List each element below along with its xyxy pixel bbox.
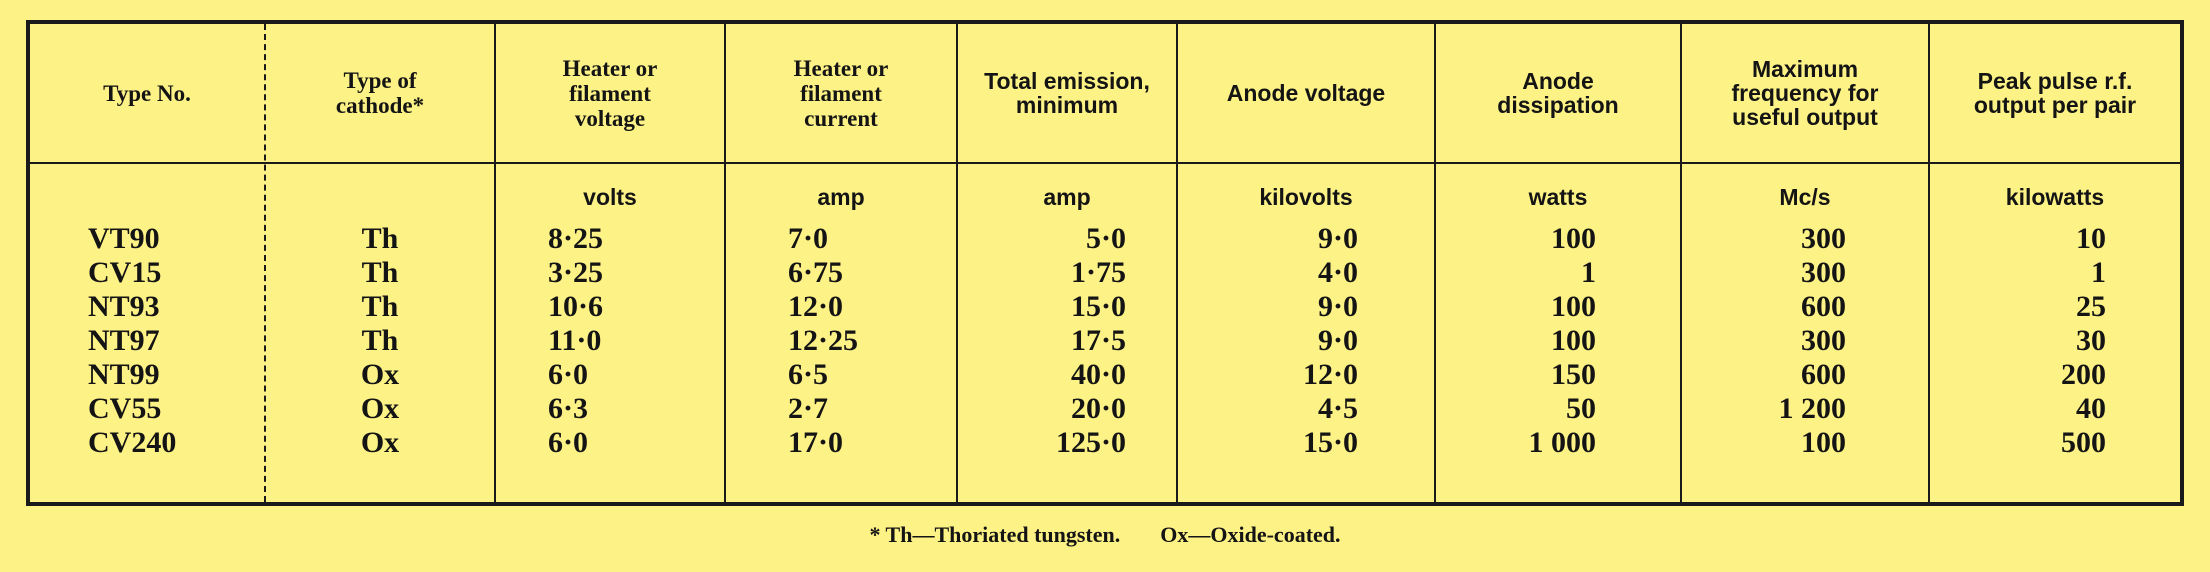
column-cells xyxy=(1779,222,1847,460)
column-peak-pulse-output xyxy=(1930,24,2180,502)
table-cell: 100 xyxy=(1551,290,1596,323)
table-cell: 125·0 xyxy=(1055,426,1126,459)
table-cell: 1 000 xyxy=(1528,426,1596,459)
table-cell: 17·5 xyxy=(1070,324,1126,357)
column-cells xyxy=(548,222,724,460)
column-unit: kilowatts xyxy=(2005,184,2105,210)
table-cell: 6·0 xyxy=(548,358,589,391)
table-cell: 50 xyxy=(1566,392,1596,425)
table-cell: 100 xyxy=(1551,324,1596,357)
table-cell: 1 200 xyxy=(1778,392,1846,425)
table-cell: 9·0 xyxy=(1317,222,1358,255)
footnote xyxy=(0,522,2210,548)
table-cell: 3·25 xyxy=(548,256,604,289)
column-cells xyxy=(266,222,494,460)
column-unit: watts xyxy=(1528,184,1588,210)
table-cell: 11·0 xyxy=(548,324,602,357)
column-total-emission xyxy=(958,24,1176,502)
table-cell: 17·0 xyxy=(788,426,844,459)
table-cell: Ox xyxy=(360,392,400,425)
table-cell: 200 xyxy=(2061,358,2106,391)
table-cell: 100 xyxy=(1551,222,1596,255)
table-cell: 150 xyxy=(1551,358,1596,391)
table-cell: 25 xyxy=(2076,290,2106,323)
table-cell: 6·5 xyxy=(788,358,829,391)
table-cell: 12·0 xyxy=(1302,358,1358,391)
table-cell: 15·0 xyxy=(1302,426,1358,459)
column-cells xyxy=(1529,222,1597,460)
column-anode-dissipation xyxy=(1436,24,1680,502)
column-header: Anode voltage xyxy=(1226,80,1386,106)
table-cell: NT99 xyxy=(88,358,160,391)
table-cell: 1 xyxy=(2091,256,2106,289)
table-cell: CV15 xyxy=(88,256,162,289)
table-cell: 20·0 xyxy=(1070,392,1126,425)
table-cell: NT93 xyxy=(88,290,160,323)
table-cell: 2·7 xyxy=(788,392,829,425)
table-cell: 15·0 xyxy=(1070,290,1126,323)
column-max-frequency xyxy=(1682,24,1928,502)
column-cathode xyxy=(266,24,494,502)
table-cell: CV240 xyxy=(88,426,177,459)
table-cell: 6·75 xyxy=(788,256,844,289)
table-cell: 12·0 xyxy=(788,290,844,323)
table-cell: 300 xyxy=(1801,222,1846,255)
column-heater-current xyxy=(726,24,956,502)
column-unit: kilovolts xyxy=(1259,184,1353,210)
table-cell: 1 xyxy=(1581,256,1596,289)
column-header: Maximum frequency for useful output xyxy=(1731,56,1879,130)
column-heater-voltage xyxy=(496,24,724,502)
table-cell: 40·0 xyxy=(1070,358,1126,391)
table-cell: 4·5 xyxy=(1317,392,1358,425)
column-header: Heater or filament current xyxy=(793,55,889,131)
table-cell: 4·0 xyxy=(1317,256,1358,289)
table-cell: CV55 xyxy=(88,392,162,425)
table-cell: Th xyxy=(361,290,399,323)
column-header: Type No. xyxy=(103,80,191,106)
column-cells xyxy=(88,222,264,460)
table-cell: 12·25 xyxy=(788,324,859,357)
table-cell: 100 xyxy=(1801,426,1846,459)
column-type-no xyxy=(30,24,264,502)
column-cells xyxy=(2061,222,2106,460)
column-cells xyxy=(788,222,956,460)
column-header: Heater or filament voltage xyxy=(562,55,658,131)
table-cell: 600 xyxy=(1801,358,1846,391)
table-cell: 8·25 xyxy=(548,222,604,255)
column-header: Total emission, minimum xyxy=(984,68,1150,118)
column-unit: amp xyxy=(1043,184,1091,210)
table-cell: 9·0 xyxy=(1317,290,1358,323)
table-cell: 300 xyxy=(1801,256,1846,289)
column-unit: amp xyxy=(817,184,865,210)
table-cell: Ox xyxy=(360,426,400,459)
table-cell: VT90 xyxy=(88,222,160,255)
table-cell: NT97 xyxy=(88,324,160,357)
table-cell: 9·0 xyxy=(1317,324,1358,357)
column-cells xyxy=(1056,222,1126,460)
table-cell: 600 xyxy=(1801,290,1846,323)
footnote-thoriated: * Th—Thoriated tungsten. xyxy=(869,522,1121,547)
table-cell: Th xyxy=(361,324,399,357)
column-unit: volts xyxy=(583,184,637,210)
table-cell: 10 xyxy=(2076,222,2106,255)
table-cell: 10·6 xyxy=(548,290,604,323)
table-cell: Th xyxy=(361,256,399,289)
table-cell: 40 xyxy=(2076,392,2106,425)
column-header: Peak pulse r.f. output per pair xyxy=(1973,68,2137,118)
table-cell: 500 xyxy=(2061,426,2106,459)
table-cell: 6·0 xyxy=(548,426,589,459)
column-header: Anode dissipation xyxy=(1497,68,1619,118)
table-cell: 300 xyxy=(1801,324,1846,357)
table-cell: Ox xyxy=(360,358,400,391)
column-anode-voltage xyxy=(1178,24,1434,502)
table-cell: Th xyxy=(361,222,399,255)
table-cell: 30 xyxy=(2076,324,2106,357)
column-cells xyxy=(1303,222,1358,460)
column-unit: Mc/s xyxy=(1779,184,1831,210)
table-cell: 6·3 xyxy=(548,392,589,425)
table-cell: 1·75 xyxy=(1070,256,1126,289)
table-cell: 5·0 xyxy=(1085,222,1126,255)
column-header: Type of cathode* xyxy=(335,68,425,118)
footnote-oxide: Ox—Oxide-coated. xyxy=(1160,522,1341,547)
table-cell: 7·0 xyxy=(788,222,829,255)
